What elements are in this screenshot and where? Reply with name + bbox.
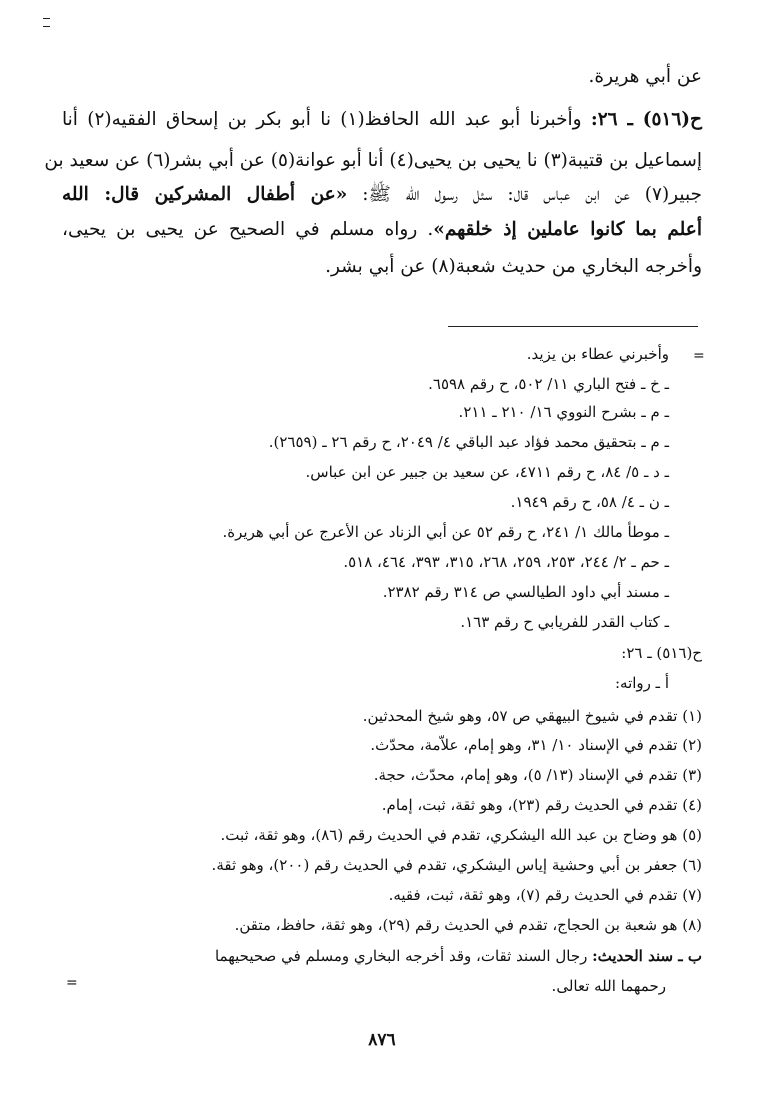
main-line-2: ح(٥١٦) ـ ٢٦: وأخبرنا أبو عبد الله الحافظ(١) نا أبو بكر بن إسحاق الفقيه(٢) أنا [62,109,702,130]
top-double-line-mark [43,18,50,28]
continuation-mark-bottom: = [66,975,78,991]
narrator-note: (٧) تقدم في الحديث رقم (٧)، وهو ثقة، ثبت، فقيه. [388,886,702,904]
main-line-3: إسماعيل بن قتيبة(٣) نا يحيى بن يحيى(٤) أنا أبو عوانة(٥) عن أبي بشر(٦) عن سعيد بن [44,150,702,171]
main-line-5: أعلم بما كانوا عاملين إذ خلقهم». رواه مسلم في الصحيح عن يحيى بن يحيى، [62,219,702,240]
footnote-line: ـ ن ـ ٤/ ٥٨، ح رقم ١٩٤٩. [510,493,669,511]
continuation-mark-top: = [693,348,705,364]
narrator-note: (٦) جعفر بن أبي وحشية إياس اليشكري، تقدم في الحديث رقم (٢٠٠)، وهو ثقة. [211,856,702,874]
main-line-6: وأخرجه البخاري من حديث شعبة(٨) عن أبي بشر. [325,256,702,277]
isnad-assessment-continued: رحمهما الله تعالى. [551,977,666,995]
footnote-separator [448,326,698,327]
footnote-line: ـ م ـ بتحقيق محمد فؤاد عبد الباقي ٤/ ٢٠٤٩، ح رقم ٢٦ ـ (٢٦٥٩). [268,433,669,451]
hadith-number: ح(٥١٦) ـ ٢٦: [590,109,702,130]
narrator-note: (٥) هو وضاح بن عبد الله اليشكري، تقدم في الحديث رقم (٨٦)، وهو ثقة، ثبت. [220,826,702,844]
isnad-assessment: ب ـ سند الحديث: رجال السند ثقات، وقد أخرجه البخاري ومسلم في صحيحيهما [214,947,702,965]
narrator-note: (٣) تقدم في الإسناد (١٣/ ٥)، وهو إمام، محدّث، حجة. [373,766,702,784]
narrator-note: (٤) تقدم في الحديث رقم (٢٣)، وهو ثقة، ثبت، إمام. [381,796,702,814]
narrator-note: (٢) تقدم في الإسناد ١٠/ ٣١، وهو إمام، علاّمة، محدّث. [370,736,702,754]
main-line-4: جبير(٧) عن ابن عباس قال: سئل رسول الله ﷺ: «عن أطفال المشركين قال: الله [62,184,702,205]
page-number: ٨٧٦ [368,1030,396,1050]
footnote-line: ـ د ـ ٥/ ٨٤، ح رقم ٤٧١١، عن سعيد بن جبير عن ابن عباس. [305,463,669,481]
footnote-subheading: ح(٥١٦) ـ ٢٦: [621,644,702,662]
hadith-matn-end: أعلم بما كانوا عاملين إذ خلقهم» [433,219,702,240]
footnote-subheading: أ ـ رواته: [614,674,669,692]
main-line-1: عن أبي هريرة. [588,66,702,87]
footnote-line: ـ موطأ مالك ١/ ٢٤١، ح رقم ٥٢ عن أبي الزناد عن الأعرج عن أبي هريرة. [222,523,669,541]
footnote-line: وأخبرني عطاء بن يزيد. [526,345,669,363]
hadith-matn-start: «عن أطفال المشركين قال: الله [62,184,348,205]
footnote-line: ـ حم ـ ٢/ ٢٤٤، ٢٥٣، ٢٥٩، ٢٦٨، ٣١٥، ٣٩٣، ٤٦٤، ٥١٨. [343,553,669,571]
footnote-line: ـ خ ـ فتح الباري ١١/ ٥٠٢، ح رقم ٦٥٩٨. [428,375,669,393]
footnote-line: ـ مسند أبي داود الطيالسي ص ٣١٤ رقم ٢٣٨٢. [382,583,669,601]
narrator-note: (١) تقدم في شيوخ البيهقي ص ٥٧، وهو شيخ المحدثين. [362,707,702,725]
footnote-line: ـ م ـ بشرح النووي ١٦/ ٢١٠ ـ ٢١١. [458,403,669,421]
footnote-line: ـ كتاب القدر للفريابي ح رقم ١٦٣. [460,613,669,631]
narrator-note: (٨) هو شعبة بن الحجاج، تقدم في الحديث رقم (٢٩)، وهو ثقة، حافظ، متقن. [234,916,702,934]
